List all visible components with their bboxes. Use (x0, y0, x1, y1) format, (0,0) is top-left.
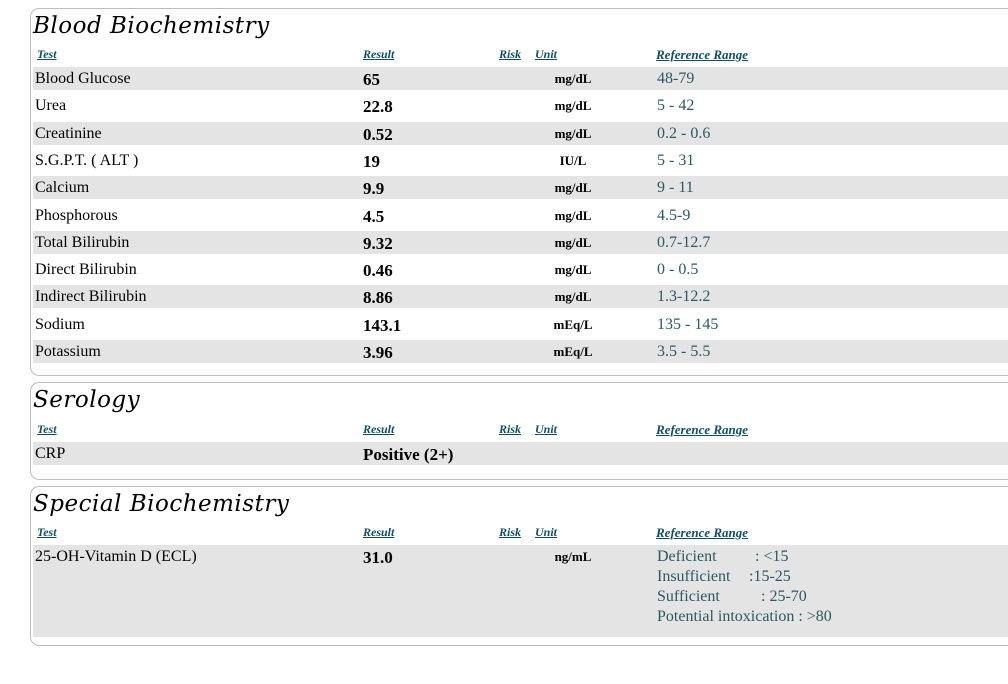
test-name: Creatinine (35, 124, 102, 142)
header-test: Test (37, 47, 57, 61)
test-name: Potassium (35, 343, 101, 360)
test-result: 9.32 (363, 233, 393, 253)
test-unit: IU/L (559, 152, 587, 168)
test-unit: mg/dL (554, 71, 592, 86)
test-name: S.G.P.T. ( ALT ) (35, 151, 139, 169)
test-name: Phosphorous (35, 206, 118, 224)
header-unit: Unit (535, 525, 558, 539)
reference-range: 0.7-12.7 (657, 233, 711, 251)
test-result: 9.9 (363, 179, 385, 199)
test-unit: mg/dL (554, 207, 592, 223)
test-unit: mg/dL (554, 262, 592, 278)
reference-line: Insufficient :15-25 (657, 568, 791, 585)
special-biochemistry-section (30, 486, 1008, 646)
reference-range: 3.5 - 5.5 (657, 343, 711, 360)
reference-range: 135 - 145 (657, 315, 719, 333)
test-name: CRP (35, 445, 66, 462)
header-risk: Risk (499, 422, 522, 436)
test-unit: mg/dL (554, 125, 592, 141)
test-name: Blood Glucose (35, 70, 131, 87)
table-row (33, 94, 1008, 117)
header-unit: Unit (535, 47, 558, 61)
header-test: Test (37, 422, 57, 436)
reference-range: 1.3-12.2 (657, 288, 711, 306)
header-reference: Reference Range (656, 525, 749, 540)
reference-range: 5 - 42 (657, 97, 695, 115)
test-result: 4.5 (363, 206, 385, 226)
reference-line: Potential intoxication : >80 (657, 608, 832, 625)
header-result: Result (363, 422, 395, 436)
header-test: Test (37, 525, 57, 539)
reference-range (657, 547, 832, 627)
test-unit: mEq/L (553, 344, 593, 359)
test-result: 0.46 (363, 261, 393, 281)
header-risk: Risk (499, 47, 522, 61)
reference-range: 9 - 11 (657, 179, 694, 197)
serology-section (30, 382, 1008, 480)
test-unit: mg/dL (554, 289, 592, 305)
header-reference: Reference Range (656, 47, 749, 62)
test-result: 19 (363, 151, 380, 171)
reference-range: 48-79 (657, 70, 695, 87)
header-result: Result (363, 47, 395, 61)
test-result: 0.52 (363, 124, 393, 144)
test-name: 25-OH-Vitamin D (ECL) (35, 548, 197, 565)
test-result: 65 (363, 70, 380, 89)
table-row (33, 231, 1008, 254)
header-reference: Reference Range (656, 422, 749, 437)
table-row (33, 285, 1008, 308)
section-title: Blood Biochemistry (33, 13, 270, 39)
reference-range: 0 - 0.5 (657, 261, 699, 279)
test-result: 31.0 (363, 548, 393, 567)
test-result: 8.86 (363, 288, 393, 308)
reference-range: 5 - 31 (657, 151, 695, 169)
test-unit: mEq/L (553, 316, 593, 332)
test-name: Direct Bilirubin (35, 261, 137, 279)
table-row (33, 67, 1008, 90)
header-risk: Risk (499, 525, 522, 539)
test-result: Positive (2+) (363, 445, 454, 464)
reference-range: 0.2 - 0.6 (657, 124, 711, 142)
test-name: Urea (35, 97, 67, 115)
reference-line: Deficient : <15 (657, 548, 789, 565)
test-unit: ng/mL (554, 549, 592, 564)
table-row (33, 122, 1008, 145)
test-result: 143.1 (363, 315, 402, 335)
section-title: Special Biochemistry (33, 491, 290, 517)
test-unit: mg/dL (554, 234, 592, 250)
blood-biochemistry-section (30, 8, 1008, 376)
test-result: 22.8 (363, 97, 393, 117)
test-name: Total Bilirubin (35, 233, 130, 251)
table-row (33, 340, 1008, 363)
table-row (33, 313, 1008, 336)
reference-range: 4.5-9 (657, 206, 691, 224)
test-result: 3.96 (363, 343, 393, 362)
reference-line: Sufficient : 25-70 (657, 588, 807, 605)
section-title: Serology (33, 387, 141, 413)
header-result: Result (363, 525, 395, 539)
test-unit: mg/dL (554, 98, 592, 114)
test-name: Calcium (35, 179, 90, 197)
table-row (33, 176, 1008, 199)
table-row (33, 442, 1008, 465)
test-name: Sodium (35, 315, 85, 333)
table-row (33, 149, 1008, 172)
test-name: Indirect Bilirubin (35, 288, 147, 306)
table-row (33, 545, 1008, 637)
header-unit: Unit (535, 422, 558, 436)
table-row (33, 204, 1008, 227)
test-unit: mg/dL (554, 180, 592, 196)
table-row (33, 258, 1008, 281)
